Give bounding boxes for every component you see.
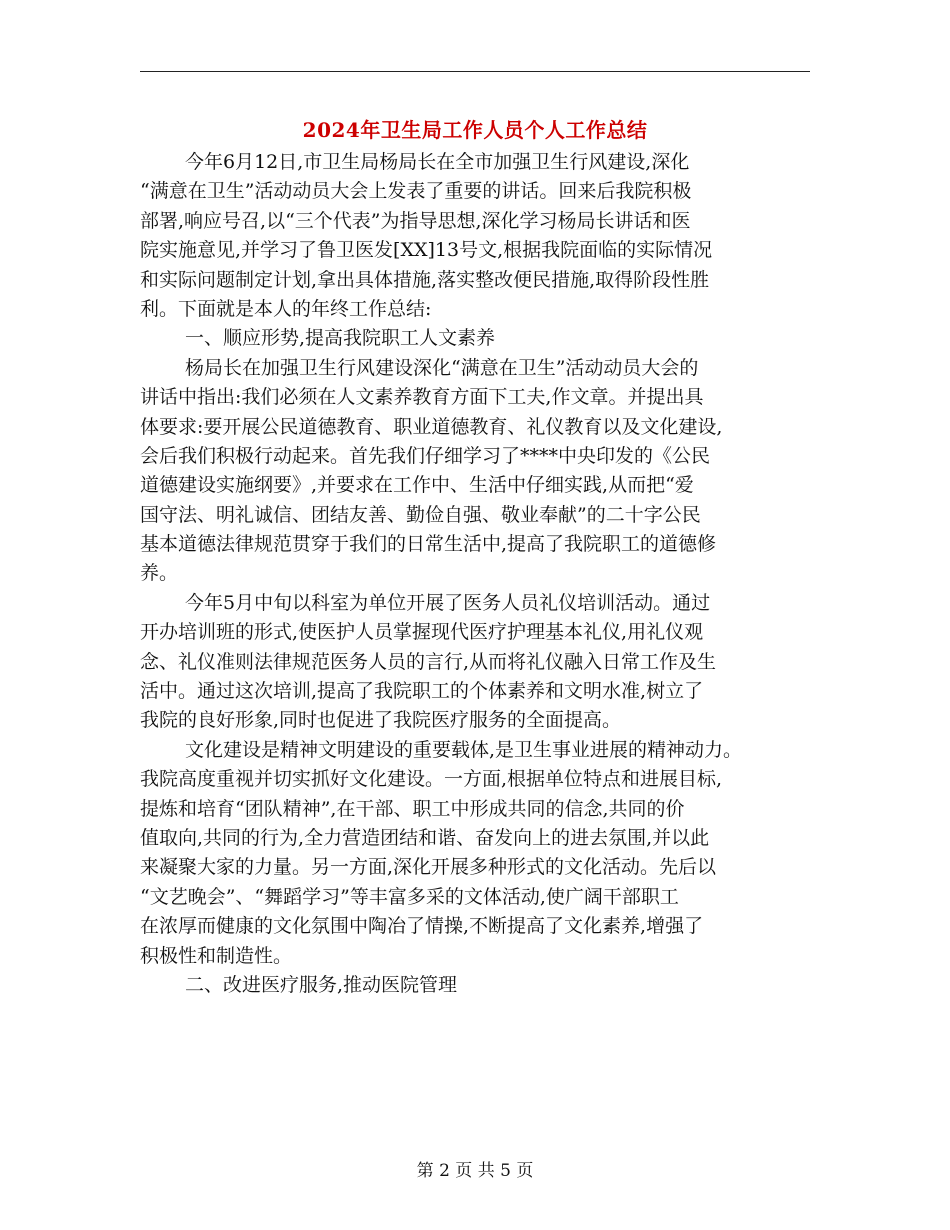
section-heading: 二、改进医疗服务,推动医院管理 [185, 973, 458, 996]
body-line: 养。 [140, 562, 179, 585]
body-line: 今年6月12日,市卫生局杨局长在全市加强卫生行风建设,深化 [185, 151, 690, 173]
body-line: 值取向,共同的行为,全力营造团结和谐、奋发向上的进去氛围,并以此 [140, 826, 710, 849]
body-line: 基本道德法律规范贯穿于我们的日常生活中,提高了我院职工的道德修 [140, 533, 717, 556]
body-line: 我院的良好形象,同时也促进了我院医疗服务的全面提高。 [140, 709, 622, 732]
body-line: 今年5月中旬以科室为单位开展了医务人员礼仪培训活动。通过 [185, 591, 711, 614]
body-line: 院实施意见,并学习了鲁卫医发[XX]13号文,根据我院面临的实际情况 [140, 239, 713, 262]
body-line: 提炼和培育“团队精神”,在干部、职工中形成共同的信念,共同的价 [140, 797, 685, 820]
body-line: “满意在卫生”活动动员大会上发表了重要的讲话。回来后我院积极 [140, 180, 692, 203]
body-line: 积极性和制造性。 [140, 944, 293, 967]
header-rule [140, 71, 810, 72]
body-line: 在浓厚而健康的文化氛围中陶冶了情操,不断提高了文化素养,增强了 [140, 915, 704, 938]
document-body [140, 148, 830, 1000]
body-line: 来凝聚大家的力量。另一方面,深化开展多种形式的文化活动。先后以 [140, 856, 717, 879]
body-line: 开办培训班的形式,使医护人员掌握现代医疗护理基本礼仪,用礼仪观 [140, 621, 704, 644]
body-line: 念、礼仪准则法律规范医务人员的言行,从而将礼仪融入日常工作及生 [140, 650, 717, 673]
body-line: 我院高度重视并切实抓好文化建设。一方面,根据单位特点和进展目标, [140, 768, 723, 791]
body-line: 道德建设实施纲要》,并要求在工作中、生活中仔细实践,从而把“爱 [140, 474, 694, 497]
body-line: 部署,响应号召,以“三个代表”为指导思想,深化学习杨局长讲话和医 [140, 209, 691, 232]
body-line: 杨局长在加强卫生行风建设深化“满意在卫生”活动动员大会的 [185, 356, 699, 379]
body-line: 活中。通过这次培训,提高了我院职工的个体素养和文明水准,树立了 [140, 680, 704, 703]
body-line: 文化建设是精神文明建设的重要载体,是卫生事业进展的精神动力。 [185, 738, 743, 761]
section-heading: 一、顺应形势,提高我院职工人文素养 [185, 327, 496, 350]
page-footer: 第 2 页 共 5 页 [416, 1161, 534, 1181]
body-line: 讲话中指出:我们必须在人文素养教育方面下工夫,作文章。并提出具 [140, 386, 704, 409]
body-line: 体要求:要开展公民道德教育、职业道德教育、礼仪教育以及文化建设, [140, 415, 723, 438]
body-line: 会后我们积极行动起来。首先我们仔细学习了****中央印发的《公民 [140, 444, 711, 467]
document-title: 2024年卫生局工作人员个人工作总结 [302, 118, 648, 142]
body-line: 利。下面就是本人的年终工作总结: [140, 297, 432, 320]
body-line: 和实际问题制定计划,拿出具体措施,落实整改便民措施,取得阶段性胜 [140, 268, 710, 291]
body-line: 国守法、明礼诚信、团结友善、勤俭自强、敬业奉献”的二十字公民 [140, 503, 701, 526]
body-line: “文艺晚会”、“舞蹈学习”等丰富多采的文体活动,使广阔干部职工 [140, 885, 679, 908]
